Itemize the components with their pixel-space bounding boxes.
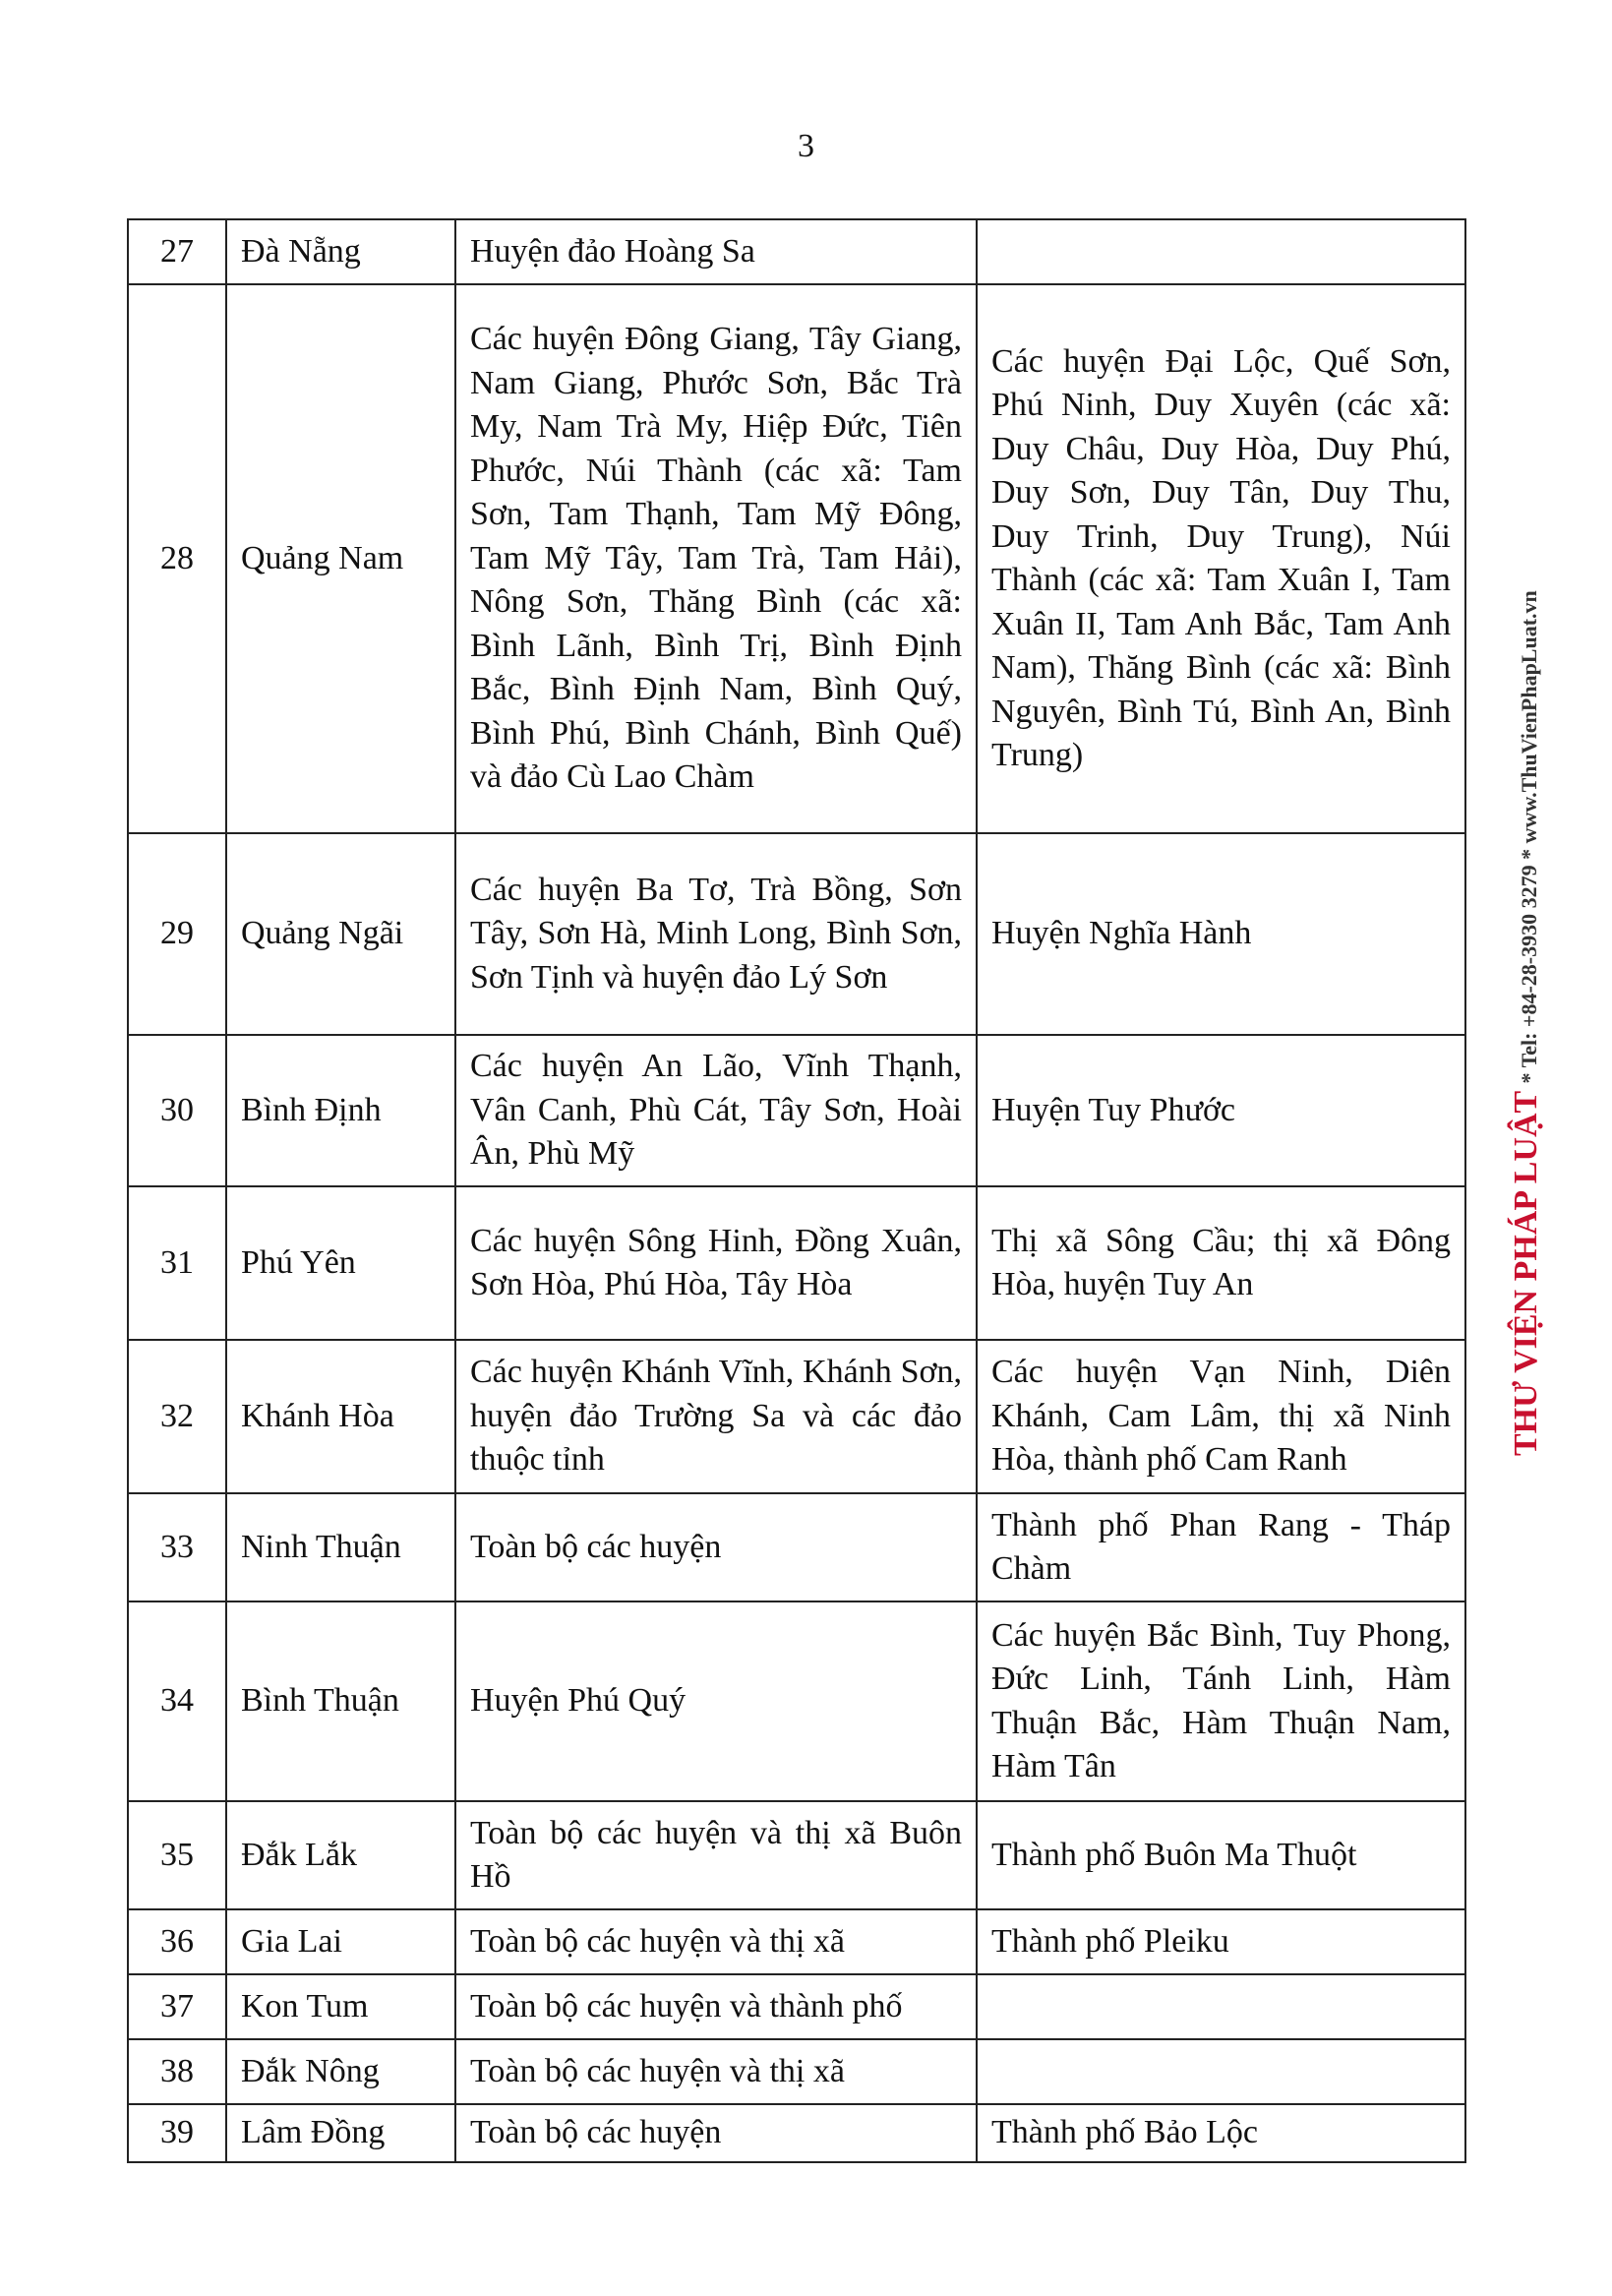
row-number: 28 <box>128 284 226 833</box>
area-list-b <box>977 219 1465 284</box>
row-number: 39 <box>128 2104 226 2162</box>
area-list-a: Các huyện Khánh Vĩnh, Khánh Sơn, huyện đảo Trường Sa và các đảo thuộc tỉnh <box>455 1340 977 1493</box>
area-list-a: Toàn bộ các huyện và thị xã Buôn Hồ <box>455 1801 977 1909</box>
area-list-b: Các huyện Vạn Ninh, Diên Khánh, Cam Lâm, thị xã Ninh Hòa, thành phố Cam Ranh <box>977 1340 1465 1493</box>
row-number: 36 <box>128 1909 226 1974</box>
row-number: 30 <box>128 1035 226 1186</box>
table-row <box>128 1974 1465 2039</box>
row-number: 35 <box>128 1801 226 1909</box>
table-row <box>128 2104 1465 2162</box>
row-number: 33 <box>128 1493 226 1601</box>
province-name: Gia Lai <box>226 1909 455 1974</box>
table-row <box>128 1035 1465 1186</box>
province-name: Lâm Đồng <box>226 2104 455 2162</box>
area-list-a: Toàn bộ các huyện <box>455 2104 977 2162</box>
table-row <box>128 1801 1465 1909</box>
area-list-b <box>977 1974 1465 2039</box>
area-list-b: Huyện Tuy Phước <box>977 1035 1465 1186</box>
province-name: Bình Thuận <box>226 1601 455 1801</box>
table-row <box>128 284 1465 833</box>
area-list-b <box>977 2039 1465 2104</box>
area-list-b: Thành phố Phan Rang - Tháp Chàm <box>977 1493 1465 1601</box>
row-number: 37 <box>128 1974 226 2039</box>
area-list-b: Thành phố Bảo Lộc <box>977 2104 1465 2162</box>
province-name: Quảng Ngãi <box>226 833 455 1035</box>
area-list-a: Huyện Phú Quý <box>455 1601 977 1801</box>
province-name: Phú Yên <box>226 1186 455 1340</box>
area-list-a: Toàn bộ các huyện và thị xã <box>455 2039 977 2104</box>
table-row <box>128 1601 1465 1801</box>
area-list-a: Các huyện Ba Tơ, Trà Bồng, Sơn Tây, Sơn Hà, Minh Long, Bình Sơn, Sơn Tịnh và huyện đảo Lý Sơn <box>455 833 977 1035</box>
area-list-b: Thành phố Buôn Ma Thuột <box>977 1801 1465 1909</box>
table-row <box>128 1909 1465 1974</box>
area-list-b: Các huyện Bắc Bình, Tuy Phong, Đức Linh, Tánh Linh, Hàm Thuận Bắc, Hàm Thuận Nam, Hàm Tân <box>977 1601 1465 1801</box>
table-body <box>128 219 1465 2162</box>
watermark-contact: * Tel: +84-28-3930 3279 * www.ThuVienPhapLuat.vn <box>1517 590 1541 1084</box>
table-row <box>128 833 1465 1035</box>
province-name: Quảng Nam <box>226 284 455 833</box>
row-number: 27 <box>128 219 226 284</box>
area-list-a: Huyện đảo Hoàng Sa <box>455 219 977 284</box>
row-number: 29 <box>128 833 226 1035</box>
province-name: Khánh Hòa <box>226 1340 455 1493</box>
table-row <box>128 219 1465 284</box>
province-name: Đắk Nông <box>226 2039 455 2104</box>
row-number: 34 <box>128 1601 226 1801</box>
watermark <box>1508 590 1545 1456</box>
page-number: 3 <box>798 128 814 164</box>
table-row <box>128 1340 1465 1493</box>
watermark-brand: THƯ VIỆN PHÁP LUẬT <box>1508 1090 1544 1456</box>
area-list-b: Các huyện Đại Lộc, Quế Sơn, Phú Ninh, Duy Xuyên (các xã: Duy Châu, Duy Hòa, Duy Phú, Duy Sơn, Duy Tân, Duy Thu, Duy Trinh, Duy Trung), Núi Thành (các xã: Tam Xuân I, Tam Xuân II, Tam Anh Bắc, Tam Anh Nam), Thăng Bình (các xã: Bình Nguyên, Bình Tú, Bình An, Bình Trung) <box>977 284 1465 833</box>
province-name: Ninh Thuận <box>226 1493 455 1601</box>
area-list-a: Các huyện Đông Giang, Tây Giang, Nam Giang, Phước Sơn, Bắc Trà My, Nam Trà My, Hiệp Đức, Tiên Phước, Núi Thành (các xã: Tam Sơn, Tam Thạnh, Tam Mỹ Đông, Tam Mỹ Tây, Tam Trà, Tam Hải), Nông Sơn, Thăng Bình (các xã: Bình Lãnh, Bình Trị, Bình Định Bắc, Bình Định Nam, Bình Quý, Bình Phú, Bình Chánh, Bình Quế) và đảo Cù Lao Chàm <box>455 284 977 833</box>
row-number: 32 <box>128 1340 226 1493</box>
area-list-a: Toàn bộ các huyện và thị xã <box>455 1909 977 1974</box>
row-number: 31 <box>128 1186 226 1340</box>
table-row <box>128 1186 1465 1340</box>
province-table <box>127 218 1466 2163</box>
area-list-a: Toàn bộ các huyện <box>455 1493 977 1601</box>
row-number: 38 <box>128 2039 226 2104</box>
province-name: Đắk Lắk <box>226 1801 455 1909</box>
table-row <box>128 1493 1465 1601</box>
area-list-a: Toàn bộ các huyện và thành phố <box>455 1974 977 2039</box>
province-name: Đà Nẵng <box>226 219 455 284</box>
table-row <box>128 2039 1465 2104</box>
province-name: Kon Tum <box>226 1974 455 2039</box>
province-name: Bình Định <box>226 1035 455 1186</box>
area-list-a: Các huyện Sông Hinh, Đồng Xuân, Sơn Hòa, Phú Hòa, Tây Hòa <box>455 1186 977 1340</box>
area-list-b: Thành phố Pleiku <box>977 1909 1465 1974</box>
area-list-b: Huyện Nghĩa Hành <box>977 833 1465 1035</box>
area-list-a: Các huyện An Lão, Vĩnh Thạnh, Vân Canh, Phù Cát, Tây Sơn, Hoài Ân, Phù Mỹ <box>455 1035 977 1186</box>
area-list-b: Thị xã Sông Cầu; thị xã Đông Hòa, huyện Tuy An <box>977 1186 1465 1340</box>
